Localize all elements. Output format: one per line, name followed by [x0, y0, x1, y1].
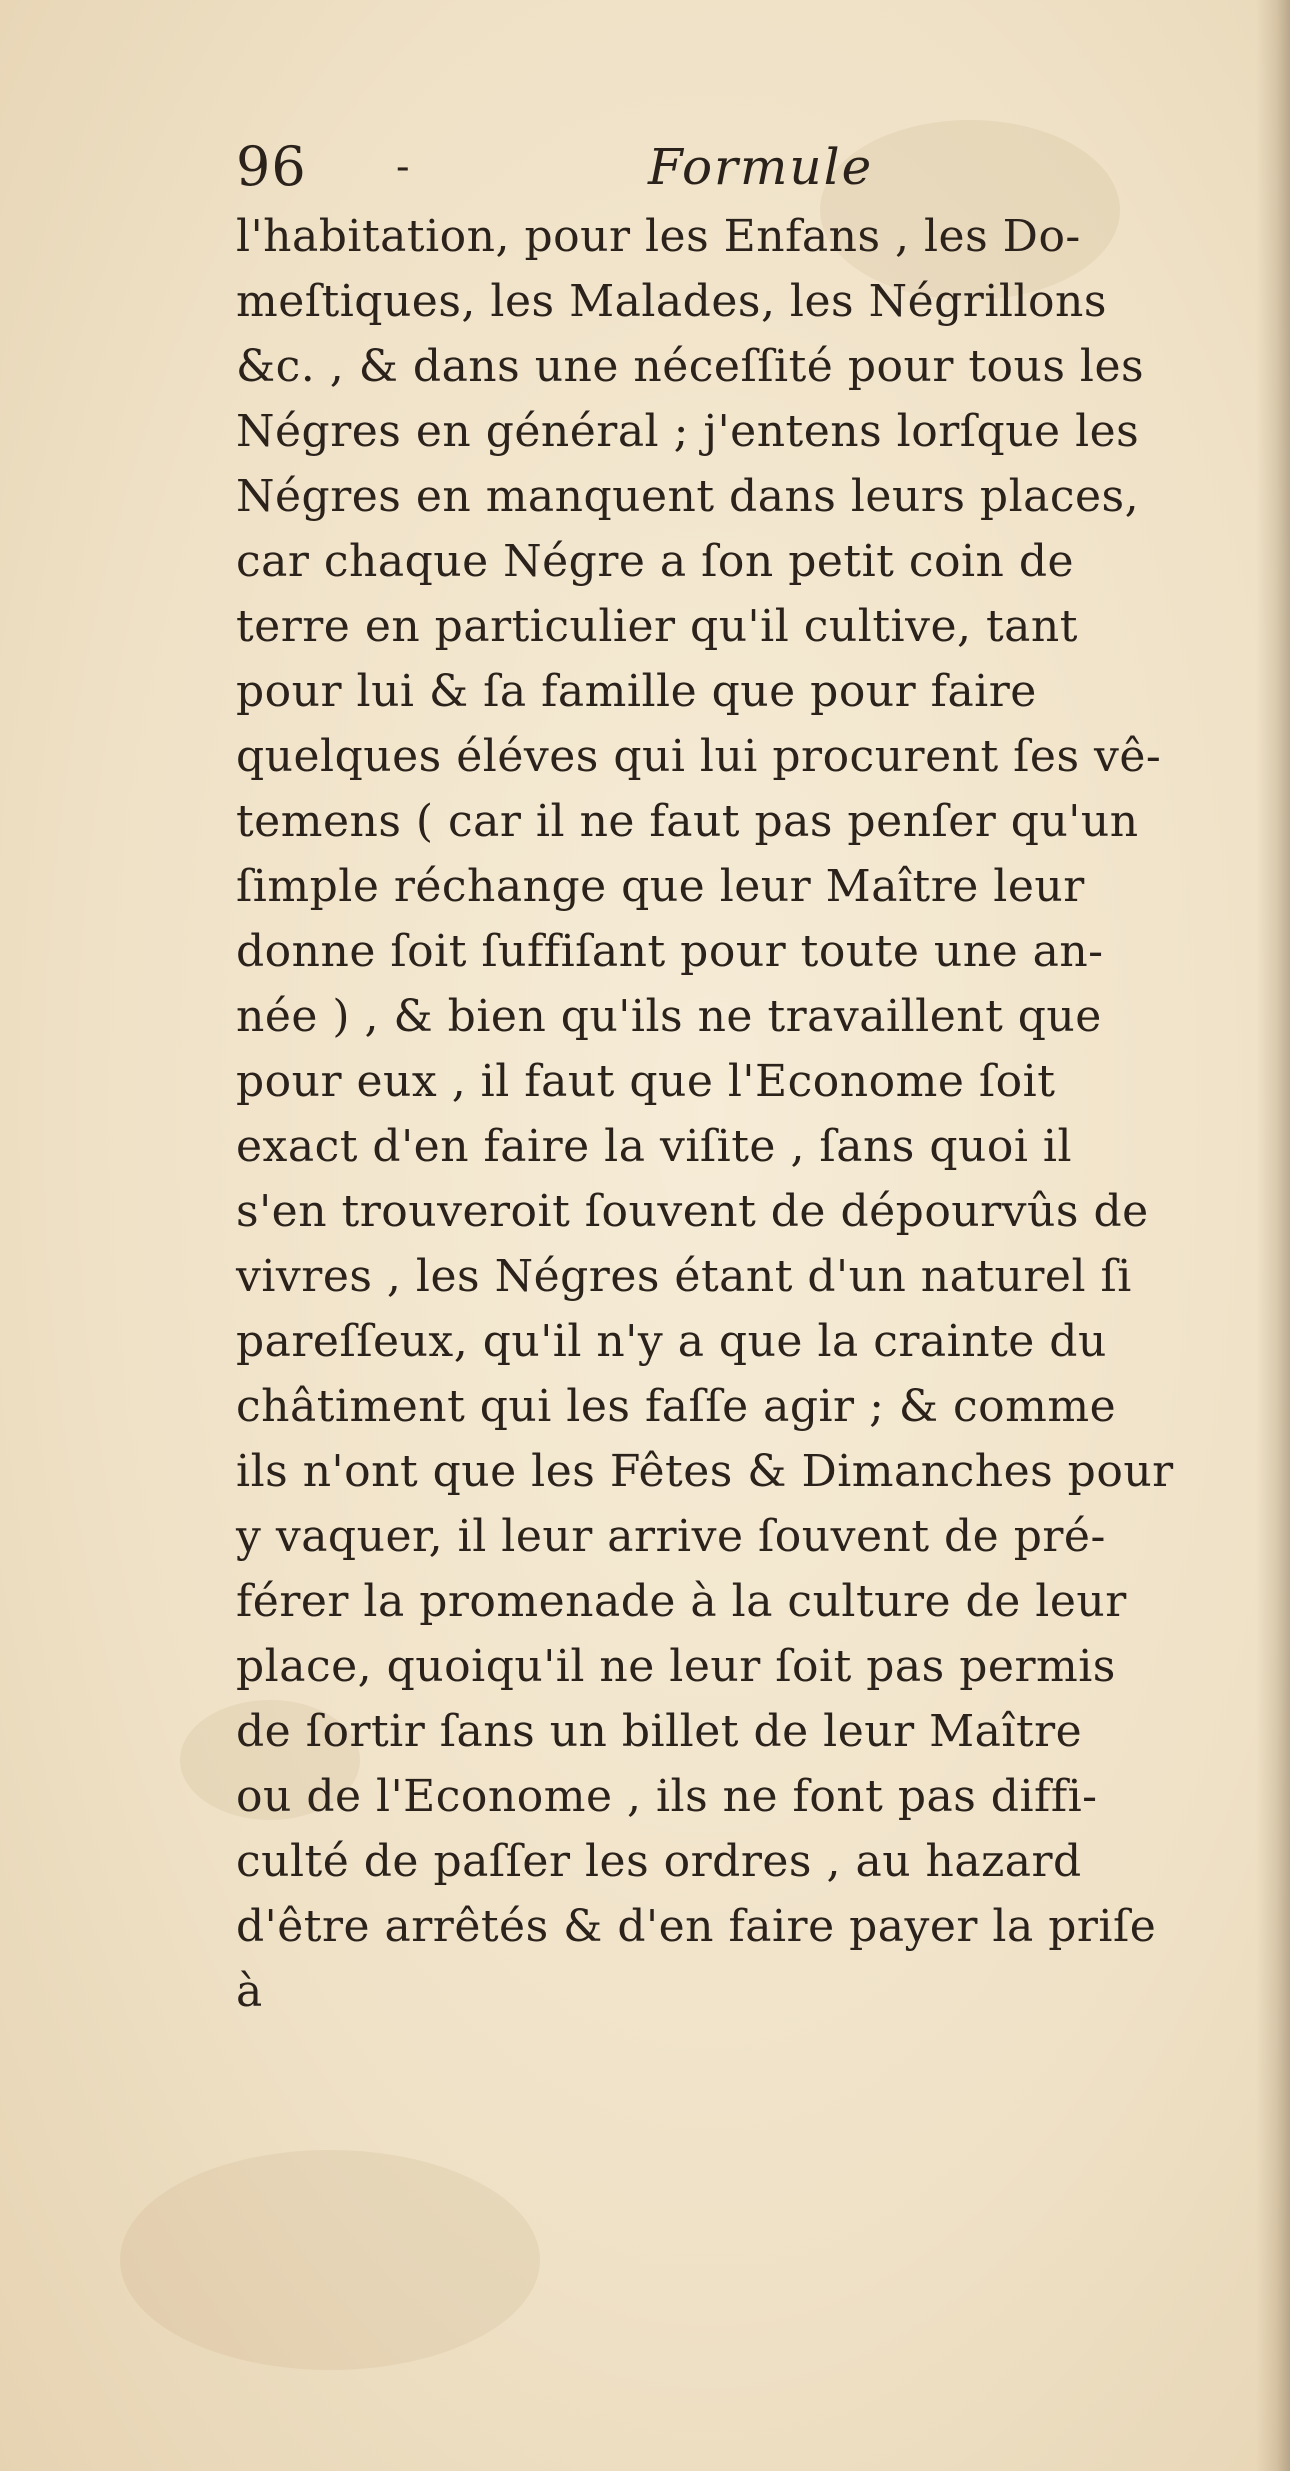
- running-title: Formule: [648, 138, 874, 196]
- text-line: car chaque Négre a ſon petit coin de: [236, 536, 1075, 587]
- text-line: temens ( car il ne faut pas penſer qu'un: [236, 796, 1139, 847]
- text-line: férer la promenade à la culture de leur: [236, 1576, 1127, 1627]
- text-line: &c. , & dans une néceſſité pour tous les: [236, 341, 1145, 392]
- page-number: 96: [236, 135, 307, 198]
- page-header: [236, 132, 1236, 202]
- text-line: quelques éléves qui lui procurent ſes vê-: [236, 731, 1162, 782]
- paper-stain: [120, 2150, 540, 2370]
- text-line: meſtiques, les Malades, les Négrillons: [236, 276, 1107, 327]
- header-dash: -: [396, 144, 410, 190]
- text-line: ſimple réchange que leur Maître leur: [236, 861, 1085, 912]
- text-line: châtiment qui les faſſe agir ; & comme: [236, 1381, 1117, 1432]
- text-line: pareſſeux, qu'il n'y a que la crainte du: [236, 1316, 1107, 1367]
- text-line: terre en particulier qu'il cultive, tant: [236, 601, 1078, 652]
- body-text: [236, 204, 1290, 2024]
- text-line: née ) , & bien qu'ils ne travaillent que: [236, 991, 1102, 1042]
- text-line: culté de paſſer les ordres , au hazard: [236, 1836, 1082, 1887]
- text-line: exact d'en faire la viſite , ſans quoi il: [236, 1121, 1073, 1172]
- text-line: s'en trouveroit ſouvent de dépourvûs de: [236, 1186, 1149, 1237]
- text-line: place, quoiqu'il ne leur ſoit pas permis: [236, 1641, 1116, 1692]
- text-line: donne ſoit ſuffiſant pour toute une an-: [236, 926, 1104, 977]
- text-line: ils n'ont que les Fêtes & Dimanches pour: [236, 1446, 1174, 1497]
- text-line: vivres , les Négres étant d'un naturel ſi: [236, 1251, 1132, 1302]
- text-line: pour lui & ſa famille que pour faire: [236, 666, 1037, 717]
- text-line: pour eux , il faut que l'Econome ſoit: [236, 1056, 1056, 1107]
- text-line: d'être arrêtés & d'en faire payer la priſe: [236, 1901, 1157, 1952]
- text-line: de ſortir ſans un billet de leur Maître: [236, 1706, 1083, 1757]
- catchword: à: [236, 1966, 263, 2017]
- text-line: ou de l'Econome , ils ne font pas diffi-: [236, 1771, 1098, 1822]
- text-line: y vaquer, il leur arrive ſouvent de pré-: [236, 1511, 1106, 1562]
- text-line: l'habitation, pour les Enfans , les Do-: [236, 211, 1081, 262]
- text-line: Négres en manquent dans leurs places,: [236, 471, 1140, 522]
- text-line: Négres en général ; j'entens lorſque les: [236, 406, 1140, 457]
